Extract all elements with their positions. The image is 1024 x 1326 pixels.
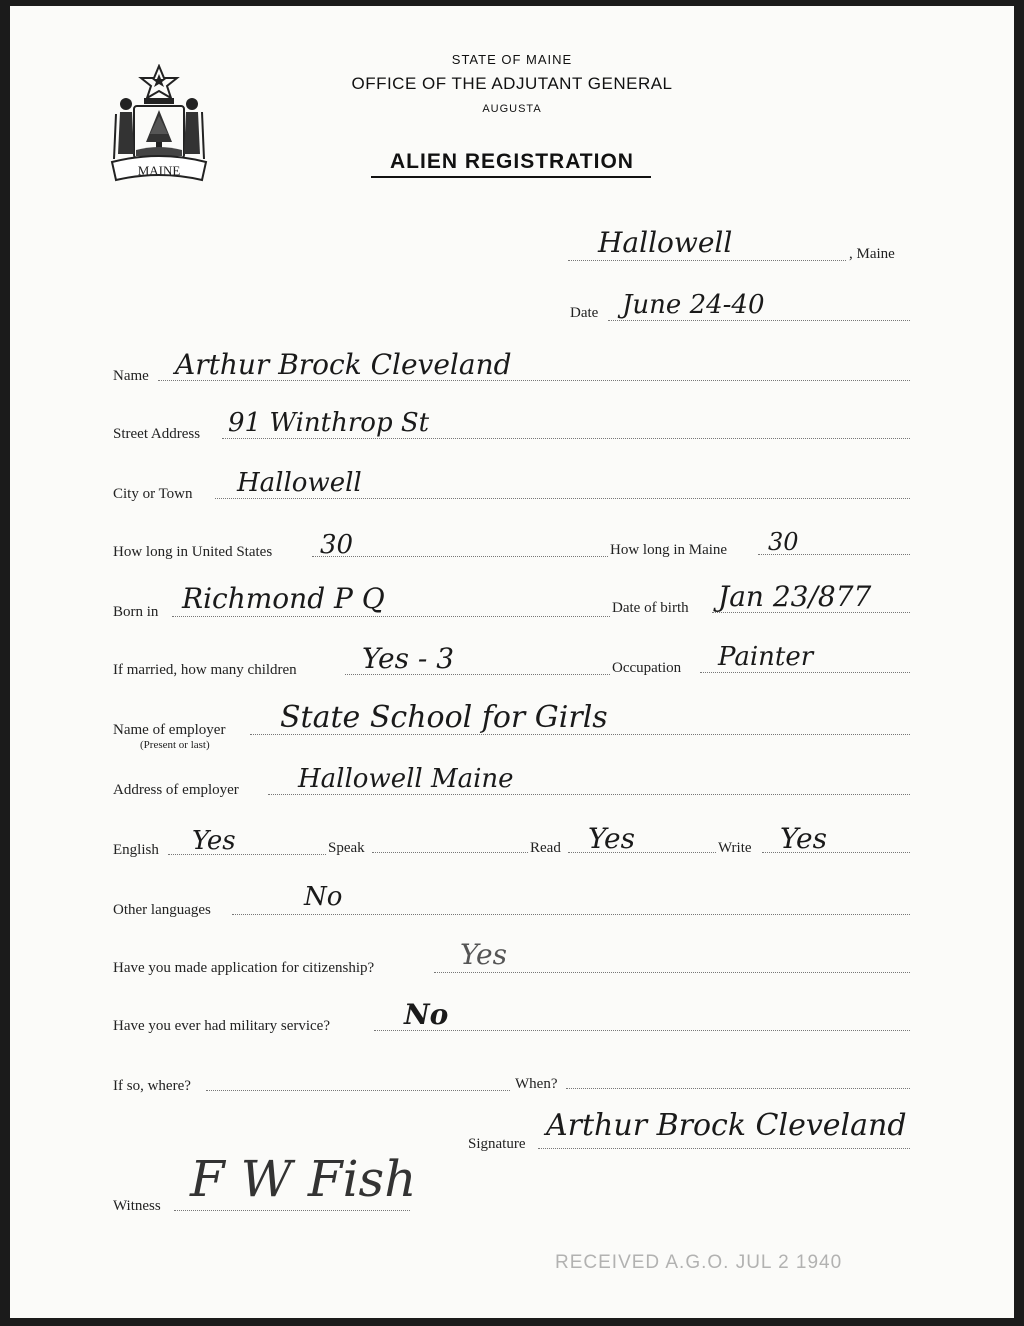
english-label: English	[113, 842, 159, 858]
born-in-value: Richmond P Q	[182, 582, 385, 615]
military-label: Have you ever had military service?	[113, 1018, 330, 1034]
read-value: Yes	[588, 822, 635, 855]
place-suffix: , Maine	[849, 246, 895, 262]
english-value: Yes	[192, 826, 236, 856]
employer-label: Name of employer	[113, 722, 226, 738]
citizenship-label: Have you made application for citizenship?	[113, 960, 375, 976]
military-line	[374, 1030, 910, 1031]
employer-address-value: Hallowell Maine	[298, 764, 514, 794]
title-underline	[371, 176, 651, 178]
other-languages-value: No	[304, 882, 343, 912]
us-years-value: 30	[320, 530, 354, 560]
where-label: If so, where?	[113, 1078, 191, 1094]
witness-value: F W Fish	[190, 1150, 417, 1208]
when-line	[566, 1088, 910, 1089]
occupation-label: Occupation	[612, 660, 682, 676]
witness-label: Witness	[113, 1198, 161, 1214]
city-label: City or Town	[113, 486, 193, 502]
citizenship-value: Yes	[460, 938, 507, 971]
witness-line	[174, 1210, 410, 1211]
signature-line	[538, 1148, 910, 1149]
occupation-value: Painter	[718, 642, 814, 672]
us-years-line	[312, 556, 608, 557]
name-value: Arthur Brock Cleveland	[175, 348, 512, 381]
dob-label: Date of birth	[612, 600, 689, 616]
other-languages-line	[232, 914, 910, 915]
other-languages-label: Other languages	[113, 902, 211, 918]
name-label: Name	[113, 368, 149, 384]
maine-years-label: How long in Maine	[610, 542, 728, 558]
when-label: When?	[515, 1076, 558, 1092]
employer-sublabel: (Present or last)	[140, 739, 210, 751]
military-value: No	[404, 998, 449, 1031]
street-line	[222, 438, 910, 439]
street-value: 91 Winthrop St	[228, 408, 430, 438]
office-heading: OFFICE OF THE ADJUTANT GENERAL	[351, 74, 673, 93]
citizenship-line	[434, 972, 910, 973]
speak-label: Speak	[328, 840, 365, 856]
street-label: Street Address	[113, 426, 201, 442]
born-in-label: Born in	[113, 604, 159, 620]
employer-address-line	[268, 794, 910, 795]
write-value: Yes	[780, 822, 827, 855]
place-value: Hallowell	[598, 226, 733, 259]
speak-line	[372, 852, 528, 853]
read-label: Read	[530, 840, 561, 856]
signature-label: Signature	[468, 1136, 526, 1152]
form-title: ALIEN REGISTRATION	[390, 150, 634, 173]
dob-value: Jan 23/877	[718, 580, 872, 613]
us-years-label: How long in United States	[113, 544, 273, 560]
date-label: Date	[570, 305, 599, 321]
occupation-line	[700, 672, 910, 673]
place-line	[568, 260, 846, 261]
employer-address-label: Address of employer	[113, 782, 239, 798]
city-value: Hallowell	[237, 468, 362, 498]
city-heading: AUGUSTA	[482, 103, 542, 115]
write-label: Write	[718, 840, 752, 856]
maine-years-value: 30	[768, 528, 799, 556]
state-heading: STATE OF MAINE	[451, 52, 573, 67]
received-stamp: RECEIVED A.G.O. JUL 2 1940	[555, 1252, 843, 1273]
signature-value: Arthur Brock Cleveland	[546, 1108, 907, 1143]
children-label: If married, how many children	[113, 662, 297, 678]
where-line	[206, 1090, 510, 1091]
children-value: Yes - 3	[362, 642, 455, 675]
born-in-line	[172, 616, 610, 617]
date-line	[608, 320, 910, 321]
employer-value: State School for Girls	[280, 700, 608, 735]
city-line	[215, 498, 910, 499]
seal-text: MAINE	[137, 163, 181, 178]
date-value: June 24-40	[622, 290, 765, 320]
